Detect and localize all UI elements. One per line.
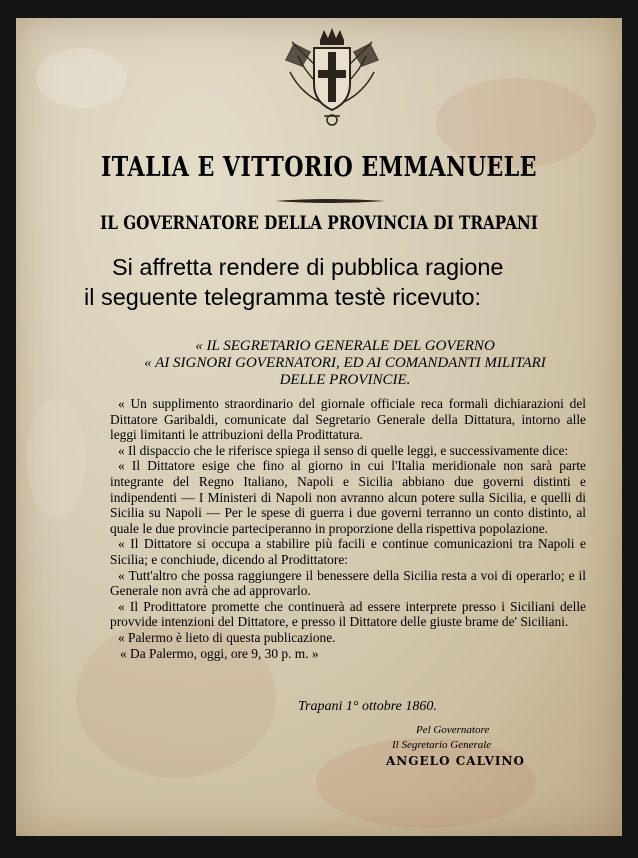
poster-title: ITALIA E VITTORIO EMMANUELE [101, 152, 537, 183]
body-paragraph: « Il Dittatore si occupa a stabilire più facili e continue comunicazioni tra Napoli e Sicilia; e conchiude, dicendo al Prodittatore: [110, 536, 586, 567]
address-line-2: « AI SIGNORI GOVERNATORI, ED AI COMANDANTI MILITARI [144, 355, 546, 371]
telegram-address [110, 338, 580, 389]
body-paragraph: « Palermo è lieto di questa publicazione. [118, 629, 336, 645]
poster-subtitle: IL GOVERNATORE DELLA PROVINCIA DI TRAPANI [100, 212, 538, 234]
body-paragraph: « Il Prodittatore promette che continuerà ad essere interprete presso i Siciliani delle provvide intenzioni del Dittatore, e presso il Dittatore delle giuste brame de' Siciliani. [110, 598, 586, 630]
signature-line-2: Il Segretario Generale [392, 739, 492, 751]
address-line-1: « IL SEGRETARIO GENERALE DEL GOVERNO [195, 338, 495, 354]
address-line-3: DELLE PROVINCIE. [279, 372, 411, 388]
telegram-body [110, 396, 586, 661]
title-divider [275, 198, 385, 204]
intro-line-1: Si affretta rendere di pubblica ragione [112, 254, 504, 280]
signature-name: ANGELO CALVINO [386, 754, 525, 768]
signature-line-1: Pel Governatore [416, 724, 490, 736]
intro-text [84, 252, 592, 312]
body-paragraph: « Un supplimento straordinario del giornale officiale reca formali dichiarazioni del Dittatore Garibaldi, comunicate dal Segretario Generale della Dittatura, intorno alle leggi limitanti le attribuzioni della Prodittatura. [110, 396, 586, 443]
issue-date: Trapani 1° ottobre 1860. [298, 699, 437, 714]
intro-line-2: il seguente telegramma testè ricevuto: [84, 284, 482, 310]
body-paragraph: « Da Palermo, oggi, ore 9, 30 p. m. » [120, 645, 319, 661]
body-paragraph: « Il dispaccio che le riferisce spiega il senso di quelle leggi, e successivamente dice: [118, 442, 569, 458]
savoy-coat-of-arms-icon [282, 22, 382, 132]
body-paragraph: « Tutt'altro che possa raggiungere il benessere della Sicilia resta a voi di operarlo; e il Generale non avrà che ad approvarlo. [110, 567, 586, 599]
body-paragraph: « Il Dittatore esige che fino al giorno in cui l'Italia meridionale non sarà parte integrante del Regno Italiano, Napoli e Sicilia abbiano due governi distinti e indipendenti — I Ministeri di Napoli non avranno alcun potere sulla Sicilia, e quelli di Sicilia su Napoli — Per le spese di guerra i due governi terranno un conto distinto, al quale le due provincie parteciperanno in proporzione della rispettiva popolazione. [110, 458, 586, 536]
